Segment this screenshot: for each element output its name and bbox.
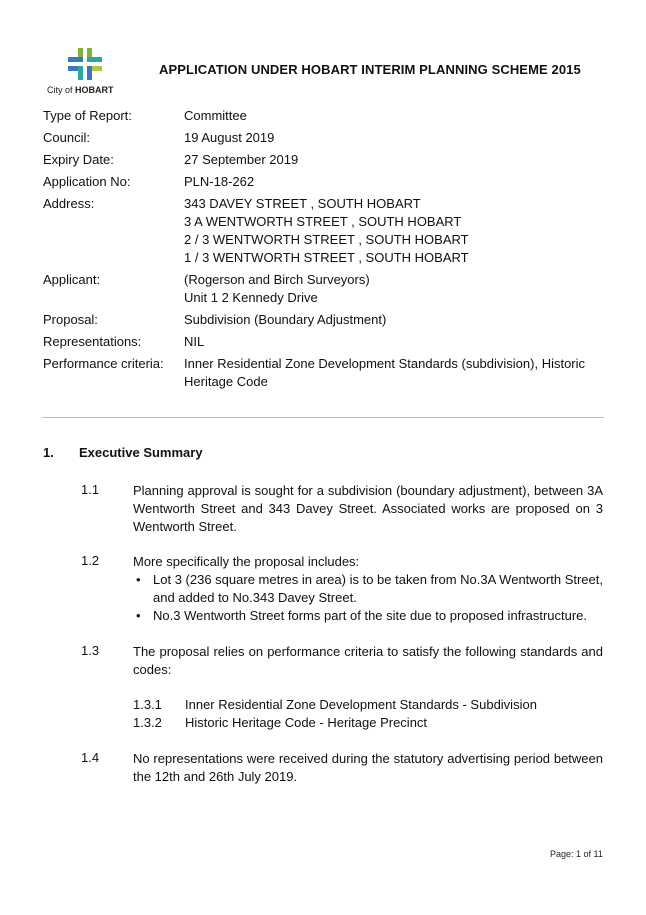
detail-label: Address: — [43, 196, 95, 211]
detail-value: Unit 1 2 Kennedy Drive — [184, 290, 318, 305]
sub-item-1-3-2 — [133, 714, 427, 732]
detail-value: (Rogerson and Birch Surveyors) — [184, 272, 370, 287]
sub-item-text: Inner Residential Zone Development Standards - Subdivision — [185, 697, 537, 712]
detail-label: Type of Report: — [43, 108, 132, 123]
detail-row-type — [43, 107, 603, 125]
item-text: No representations were received during the statutory advertising period between the 12th and 26th July 2019. — [133, 751, 603, 784]
section-title: Executive Summary — [79, 445, 203, 460]
logo-wordmark: City of HOBART — [47, 85, 114, 95]
section-divider — [42, 417, 604, 418]
detail-value: 1 / 3 WENTWORTH STREET , SOUTH HOBART — [184, 250, 469, 265]
item-number: 1.2 — [81, 553, 100, 568]
item-number: 1.4 — [81, 750, 100, 765]
detail-row-performance-criteria — [43, 355, 603, 391]
detail-value: PLN-18-262 — [184, 174, 255, 189]
detail-label: Council: — [43, 130, 90, 145]
detail-label: Application No: — [43, 174, 131, 189]
bullet-item: • No.3 Wentworth Street forms part of the site due to proposed infrastructure. — [133, 607, 603, 625]
document-title: APPLICATION UNDER HOBART INTERIM PLANNING SCHEME 2015 — [159, 62, 581, 77]
item-number: 1.1 — [81, 482, 100, 497]
section-number: 1. — [43, 445, 54, 460]
detail-value: 343 DAVEY STREET , SOUTH HOBART — [184, 196, 421, 211]
item-body — [133, 553, 603, 625]
detail-value: NIL — [184, 334, 205, 349]
detail-label: Performance criteria: — [43, 356, 164, 371]
detail-row-council — [43, 129, 603, 147]
detail-value: Subdivision (Boundary Adjustment) — [184, 312, 387, 327]
item-number: 1.3 — [81, 643, 100, 658]
detail-label: Representations: — [43, 334, 142, 349]
item-text: Planning approval is sought for a subdivision (boundary adjustment), between 3A Wentworth Street and 343 Davey Street. Associated works are proposed on 3 Wentworth Street. — [133, 483, 603, 534]
item-text: The proposal relies on performance criteria to satisfy the following standards and codes: — [133, 644, 603, 677]
detail-row-application-no — [43, 173, 603, 191]
detail-value: 27 September 2019 — [184, 152, 299, 167]
detail-value: Committee — [184, 108, 247, 123]
item-text: More specifically the proposal includes: — [133, 554, 360, 569]
detail-label: Expiry Date: — [43, 152, 114, 167]
report-details — [43, 107, 603, 395]
detail-value: 2 / 3 WENTWORTH STREET , SOUTH HOBART — [184, 232, 469, 247]
detail-row-address — [43, 195, 603, 267]
detail-row-applicant — [43, 271, 603, 307]
detail-label: Applicant: — [43, 272, 101, 287]
detail-value: Inner Residential Zone Development Standards (subdivision), Historic Heritage Code — [184, 356, 586, 389]
bullet-item: • Lot 3 (236 square metres in area) is to be taken from No.3A Wentworth Street, and added to No.343 Davey Street. — [133, 571, 603, 607]
detail-value: 3 A WENTWORTH STREET , SOUTH HOBART — [184, 214, 462, 229]
sub-item-1-3-1 — [133, 696, 537, 714]
sub-item-number: 1.3.2 — [133, 715, 162, 730]
detail-value: 19 August 2019 — [184, 130, 275, 145]
detail-row-representations — [43, 333, 603, 351]
page-number: Page: 1 of 11 — [550, 849, 603, 859]
detail-row-proposal — [43, 311, 603, 329]
detail-row-expiry — [43, 151, 603, 169]
sub-item-text: Historic Heritage Code - Heritage Precinct — [185, 715, 428, 730]
detail-label: Proposal: — [43, 312, 98, 327]
sub-item-number: 1.3.1 — [133, 697, 162, 712]
